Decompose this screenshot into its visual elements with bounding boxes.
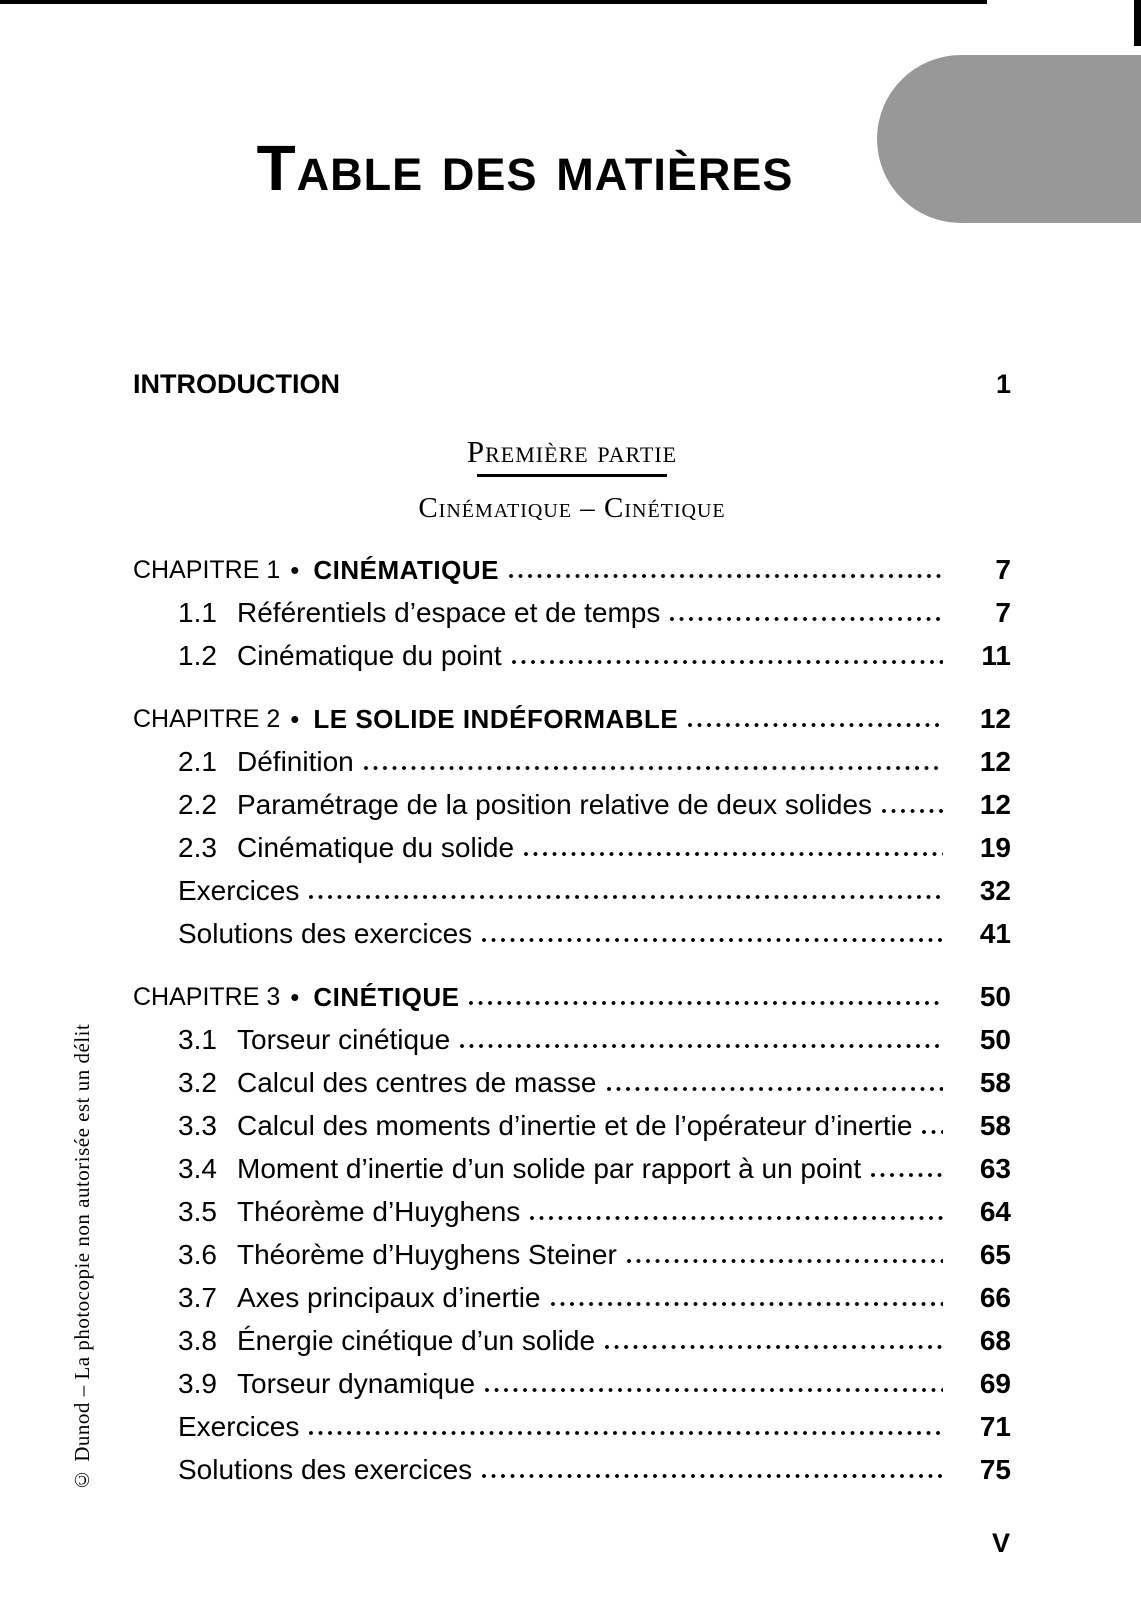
item-number: 3.9 [178,1368,217,1399]
toc-row [133,1100,1011,1143]
dot-leader [482,1474,943,1478]
chapter-title: CINÉMATIQUE [313,555,499,585]
bullet-icon: • [290,982,300,1012]
dot-leader [524,852,943,856]
part-title: Première partie [466,434,678,469]
dot-leader [607,1087,943,1091]
dot-leader [512,660,943,664]
item-title: Cinématique du solide [237,832,515,863]
item-page-number: 7 [995,597,1011,628]
intro-label: INTRODUCTION [133,369,340,399]
dot-leader [509,574,943,578]
item-page-number: 50 [979,1024,1011,1055]
bullet-icon: • [290,555,300,585]
toc-row [133,1444,1011,1487]
part-heading [133,435,1011,477]
item-page-number: 69 [979,1368,1011,1399]
dot-leader [605,1345,943,1349]
item-title: Calcul des centres de masse [237,1067,597,1098]
dot-leader [482,938,943,942]
chapter-title: LE SOLIDE INDÉFORMABLE [313,704,679,734]
item-number: 3.2 [178,1067,217,1098]
chapter-section [133,971,1011,1487]
chapter-items [133,736,1011,951]
toc-row [133,1401,1011,1444]
chapter-page-number: 50 [979,981,1011,1012]
item-page-number: 66 [979,1282,1011,1313]
toc-row [133,908,1011,951]
dot-leader [485,1388,943,1392]
chapter-label: CHAPITRE 3 [133,983,281,1011]
dot-leader [309,1431,943,1435]
chapter-row [133,544,1011,587]
toc-row [133,865,1011,908]
dot-leader [551,1302,944,1306]
toc-row [133,1315,1011,1358]
item-page-number: 75 [979,1454,1011,1485]
item-number: 2.1 [178,746,217,777]
chapters [133,544,1011,1487]
table-of-contents [133,352,1011,1487]
item-number: 2.2 [178,789,217,820]
dot-leader [469,1001,943,1005]
item-number: 3.7 [178,1282,217,1313]
chapter-label: CHAPITRE 1 [133,556,281,584]
bullet-icon: • [290,704,300,734]
chapter-row [133,971,1011,1014]
item-number: 3.8 [178,1325,217,1356]
toc-row [133,779,1011,822]
item-number: 3.1 [178,1024,217,1055]
part-subtitle: Cinématique – Cinétique [418,492,726,524]
item-title: Torseur dynamique [237,1368,476,1399]
item-title: Axes principaux d’inertie [237,1282,541,1313]
item-page-number: 32 [979,875,1011,906]
toc-row [133,822,1011,865]
toc-row [133,1272,1011,1315]
dot-leader [688,723,943,727]
item-page-number: 12 [979,789,1011,820]
chapter-page-number: 12 [979,703,1011,734]
toc-row [133,1358,1011,1401]
chapter-section [133,693,1011,951]
item-page-number: 11 [981,640,1011,671]
item-page-number: 68 [979,1325,1011,1356]
item-page-number: 12 [979,746,1011,777]
dot-leader [670,617,943,621]
intro-page-number: 1 [995,369,1011,399]
chapter-title: CINÉTIQUE [313,982,460,1012]
item-number: 1.1 [178,597,217,628]
dot-leader [309,895,943,899]
item-title: Solutions des exercices [178,1454,473,1485]
page-title: Table des matières [256,131,794,204]
item-title: Torseur cinétique [237,1024,451,1055]
item-title: Exercices [178,1411,300,1442]
item-title: Exercices [178,875,300,906]
scan-edge-right [1134,0,1141,46]
item-page-number: 19 [979,832,1011,863]
toc-row [133,1186,1011,1229]
item-page-number: 41 [979,918,1011,949]
page-number-folio: V [991,1528,1010,1558]
chapter-label: CHAPITRE 2 [133,705,281,733]
toc-row [133,1229,1011,1272]
chapter-page-number: 7 [995,554,1011,585]
dot-leader [530,1216,943,1220]
item-title: Calcul des moments d’inertie et de l’opérateur d’inertie [237,1110,913,1141]
toc-row [133,1057,1011,1100]
copyright-sidebar: © Dunod – La photocopie non autorisée est un délit [70,1023,94,1492]
gray-corner-tab [877,55,1141,223]
item-page-number: 71 [979,1411,1011,1442]
item-title: Énergie cinétique d’un solide [237,1325,596,1356]
dot-leader [922,1130,943,1134]
item-number: 3.5 [178,1196,217,1227]
item-number: 1.2 [178,640,217,671]
item-page-number: 63 [979,1153,1011,1184]
part-heading-rule [477,474,667,477]
item-page-number: 58 [979,1067,1011,1098]
item-number: 3.4 [178,1153,217,1184]
chapter-row [133,693,1011,736]
dot-leader [871,1173,943,1177]
item-number: 3.6 [178,1239,217,1270]
dot-leader [882,809,943,813]
chapter-items [133,587,1011,673]
scan-edge-top [0,0,987,4]
item-title: Définition [237,746,354,777]
toc-row [133,1143,1011,1186]
toc-row [133,736,1011,779]
item-title: Moment d’inertie d’un solide par rapport à un point [237,1153,862,1184]
intro-row [133,352,1011,401]
item-number: 2.3 [178,832,217,863]
item-page-number: 64 [979,1196,1011,1227]
item-number: 3.3 [178,1110,217,1141]
item-title: Référentiels d’espace et de temps [237,597,661,628]
item-title: Paramétrage de la position relative de deux solides [237,789,873,820]
item-page-number: 65 [979,1239,1011,1270]
item-title: Cinématique du point [237,640,502,671]
item-title: Théorème d’Huyghens Steiner [237,1239,617,1270]
chapter-section [133,544,1011,673]
item-title: Solutions des exercices [178,918,473,949]
toc-row [133,587,1011,630]
dot-leader [460,1044,943,1048]
toc-row [133,1014,1011,1057]
toc-row [133,630,1011,673]
chapter-items [133,1014,1011,1487]
dot-leader [627,1259,943,1263]
dot-leader [364,766,943,770]
item-title: Théorème d’Huyghens [237,1196,521,1227]
item-page-number: 58 [979,1110,1011,1141]
